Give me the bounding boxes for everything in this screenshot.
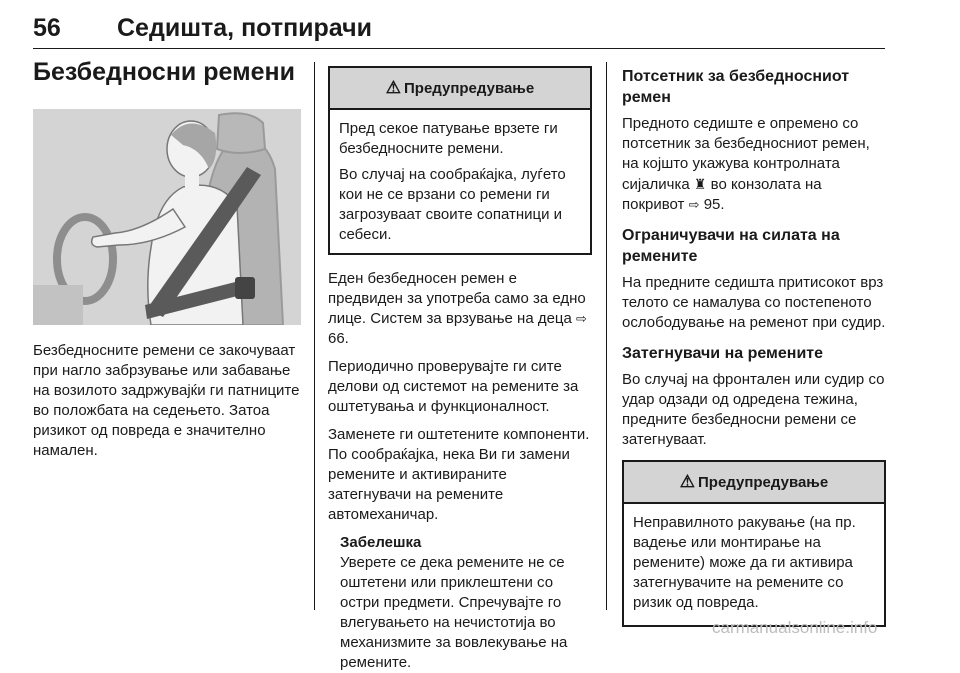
body-text: во конзолата на покривот [622,176,822,213]
middle-column [328,66,592,673]
running-head: Седишта, потпирачи [117,14,372,42]
column-divider-left [314,62,315,610]
warning-text: Неправилното ракување (на пр. вадење или монтирање на ремените) може да ги активира затегнувачите на ремените со ризик од повреда. [633,514,856,611]
body-paragraph: Периодично проверувајте ги сите делови од системот на ремените за оштетувања и функционалност. [328,358,579,415]
warning-text: Пред секое патување врзете ги безбедносните ремени. [339,120,558,157]
body-paragraph: На предните седишта притисокот врз телото се намалува со постепеното ослободување на ременот при судир. [622,274,886,331]
page-ref-link[interactable]: 95. [703,196,725,213]
warning-text: Во случај на сообраќајка, луѓето кои не се врзани со ремени ги загрозуваат своите сопатници и себеси. [339,166,566,243]
warning-header [330,68,590,110]
subsection-heading: Потсетник за безбедносниот ремен [622,68,850,106]
watermark: carmanualsonline.info [712,618,878,637]
warning-icon: ⚠ [679,472,695,491]
seatbelt-reminder-icon: ♜ [693,176,707,192]
subsection-heading: Ограничувачи на силата на ремените [622,227,840,265]
page-ref-arrow-icon: ⇨ [688,197,700,212]
body-paragraph: Во случај на фронтален или судир со удар одзади од одредена тежина, предните безбедносни ремени се затегнуваат. [622,371,885,448]
note-title: Забелешка [340,534,422,551]
warning-box [622,460,886,627]
page-header [33,14,885,48]
warning-title: Предупредување [698,473,829,491]
warning-icon: ⚠ [385,78,401,97]
warning-box [328,66,592,255]
header-divider [33,48,885,49]
body-paragraph: Заменете ги оштетените компоненти. По сообраќајка, нека Ви ги замени ремените и активираните затегнувачи на ремените автомеханичар. [328,426,590,523]
body-paragraph [622,114,886,215]
body-text: Предното седиште е опремено со потсетник за безбедносниот ремен, на којшто укажува контролната сијаличка [622,115,870,193]
warning-header [624,462,884,504]
left-column [33,58,301,469]
seatbelt-illustration [33,109,301,325]
page-number: 56 [33,14,61,42]
page-ref-arrow-icon: ⇨ [576,311,587,326]
note-block [328,533,592,673]
column-divider-right [606,62,607,610]
subsection-heading: Затегнувачи на ремените [622,345,824,362]
warning-title: Предупредување [404,79,535,97]
seatbelt-illustration-icon [33,109,301,325]
warning-body [624,504,884,625]
warning-body [330,110,590,253]
section-title: Безбедносни ремени [33,58,295,86]
page-ref-link[interactable]: 66. [328,330,349,347]
right-column [622,66,886,641]
body-paragraph [328,269,592,349]
body-text: Еден безбедносен ремен е предвиден за употреба само за едно лице. Систем за врзување на деца [328,270,586,327]
note-text: Уверете се дека ремените не се оштетени или приклештени со остри предмети. Спречувајте го влегувањето на нечистотија во механизмите за вовлекување на ремените. [340,554,568,671]
intro-paragraph: Безбедносните ремени се закочуваат при нагло забрзување или забавање на возилото задржувајќи ги патниците во положбата на седењето. Затоа ризикот од повреда е значително намален. [33,342,300,459]
